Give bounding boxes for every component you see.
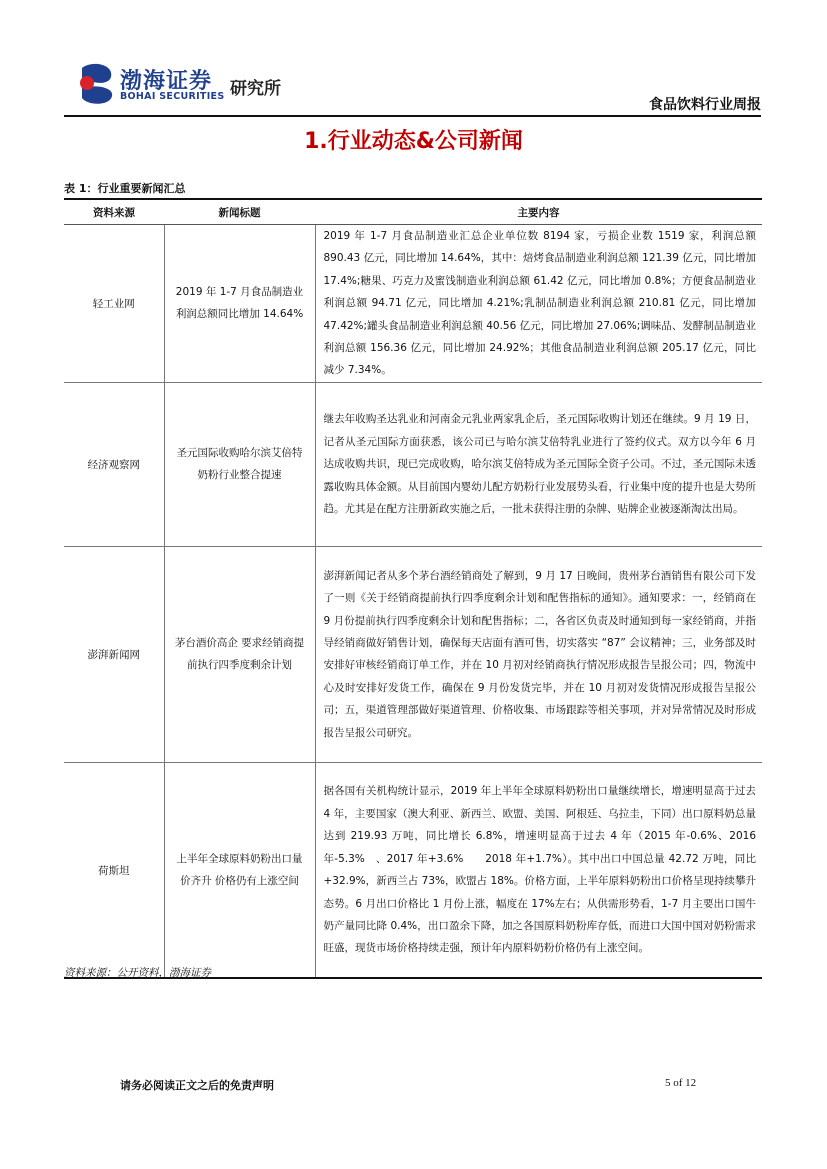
section-title: 1.行业动态&公司新闻: [304, 129, 523, 154]
institute-label: 研究所: [230, 79, 281, 99]
news-content: 澎湃新闻记者从多个茅台酒经销商处了解到，9 月 17 日晚间，贵州茅台酒销售有限公司下发了一则《关于经销商提前执行四季度剩余计划和配售指标的通知》。通知要求：一，经销商在 9 月份提前执行四季度剩余计划和配售指标；二，各省区负责及时通知到每一家经销商，并指导经销商做好销售计划，确保每天店面有酒可售，切实落实 “87” 会议精神；三，业务部及时安排好审核经销商订单工作，并在 10 月初对经销商执行情况形成报告呈报公司；四，物流中心及时安排好发货工作，确保在 9 月份发货完毕，并在 10 月初对发货情况形成报告呈报公司；五，渠道管理部做好渠道管理、价格收集、市场跟踪等相关事项，并对异常情况及时形成报告呈报公司研究。: [323, 569, 756, 739]
logo-english-name: BOHAI SECURITIES: [120, 91, 225, 102]
report-type: 食品饮料行业周报: [649, 97, 761, 113]
table-row: [64, 762, 762, 978]
column-header-source: 资料来源: [64, 199, 164, 225]
bohai-logo-icon: [78, 62, 116, 104]
news-source: 荷斯坦: [64, 762, 164, 978]
news-source: 经济观察网: [64, 382, 164, 546]
news-source: 轻工业网: [64, 225, 164, 383]
table-row: [64, 546, 762, 762]
news-title: 茅台酒价高企 要求经销商提前执行四季度剩余计划: [164, 546, 315, 762]
footer-disclaimer: 请务必阅读正文之后的免责声明: [120, 1079, 274, 1092]
news-content: 继去年收购圣达乳业和河南金元乳业两家乳企后，圣元国际收购计划还在继续。9 月 19 日，记者从圣元国际方面获悉，该公司已与哈尔滨艾倍特乳业进行了签约仪式。双方以今年 6 月达成收购共识，现已完成收购，哈尔滨艾倍特成为圣元国际全资子公司。不过，圣元国际未透露收购具体金额。从目前国内婴幼儿配方奶粉行业发展势头看，行业集中度的提升也是大势所趋。尤其是在配方注册新政实施之后，一批未获得注册的杂牌、贴牌企业被逐渐淘汰出局。: [323, 413, 756, 515]
logo-chinese-name: 渤海证券: [120, 69, 213, 94]
news-title: 上半年全球原料奶粉出口量价齐升 价格仍有上涨空间: [164, 762, 315, 978]
news-content: 据各国有关机构统计显示，2019 年上半年全球原料奶粉出口量继续增长，增速明显高于过去 4 年，主要国家（澳大利亚、新西兰、欧盟、美国、阿根廷、乌拉圭，下同）出口原料奶总量达到 219.93 万吨，同比增长 6.8%，增速明显高于过去 4 年（2015 年-0.6%、2016 年-5.3% 、2017 年+3.6% 2018 年+1.7%）。其中出口中国总量 42.72 万吨，同比+32.9%，新西兰占 73%，欧盟占 18%。价格方面，上半年原料奶粉出口价格呈现持续攀升态势。6 月出口价格比 1 月份上涨，幅度在 17%左右；从供需形势看，1-7 月主要出口国牛奶产量同比降 0.4%，出口盈余下降，加之各国原料奶粉库存低，而进口大国中国对奶粉需求旺盛，现货市场价格持续走强，预计年内原料奶粉价格仍有上涨空间。: [323, 785, 756, 955]
news-content: 2019 年 1-7 月食品制造业汇总企业单位数 8194 家，亏损企业数 1519 家，利润总额 890.43 亿元，同比增加 14.64%，其中：焙烤食品制造业利润总额 121.39 亿元，同比增加 17.4%;糖果、巧克力及蜜饯制造业利润总额 61.42 亿元，同比增加 0.8%；方便食品制造业利润总额 94.71 亿元，同比增加 4.21%;乳制品制造业利润总额 210.81 亿元，同比增加 47.42%;罐头食品制造业利润总额 40.56 亿元，同比增加 27.06%;调味品、发酵制品制造业利润总额 156.36 亿元，同比增加 24.92%；其他食品制造业利润总额 205.17 亿元，同比减少 7.34%。: [323, 230, 756, 377]
page-number: 5 of 12: [665, 1077, 697, 1089]
table-header-row: [64, 199, 762, 225]
column-header-content: 主要内容: [315, 199, 762, 225]
header-divider: [64, 115, 761, 117]
column-header-title: 新闻标题: [164, 199, 315, 225]
source-note: 资料来源：公开资料，渤海证券: [64, 967, 211, 979]
news-source: 澎湃新闻网: [64, 546, 164, 762]
table-caption: 表 1：行业重要新闻汇总: [64, 182, 186, 195]
news-title: 圣元国际收购哈尔滨艾倍特 奶粉行业整合提速: [164, 382, 315, 546]
news-title: 2019 年 1-7 月食品制造业利润总额同比增加 14.64%: [164, 225, 315, 383]
news-table: [64, 198, 762, 979]
table-row: [64, 382, 762, 546]
table-row: [64, 225, 762, 383]
